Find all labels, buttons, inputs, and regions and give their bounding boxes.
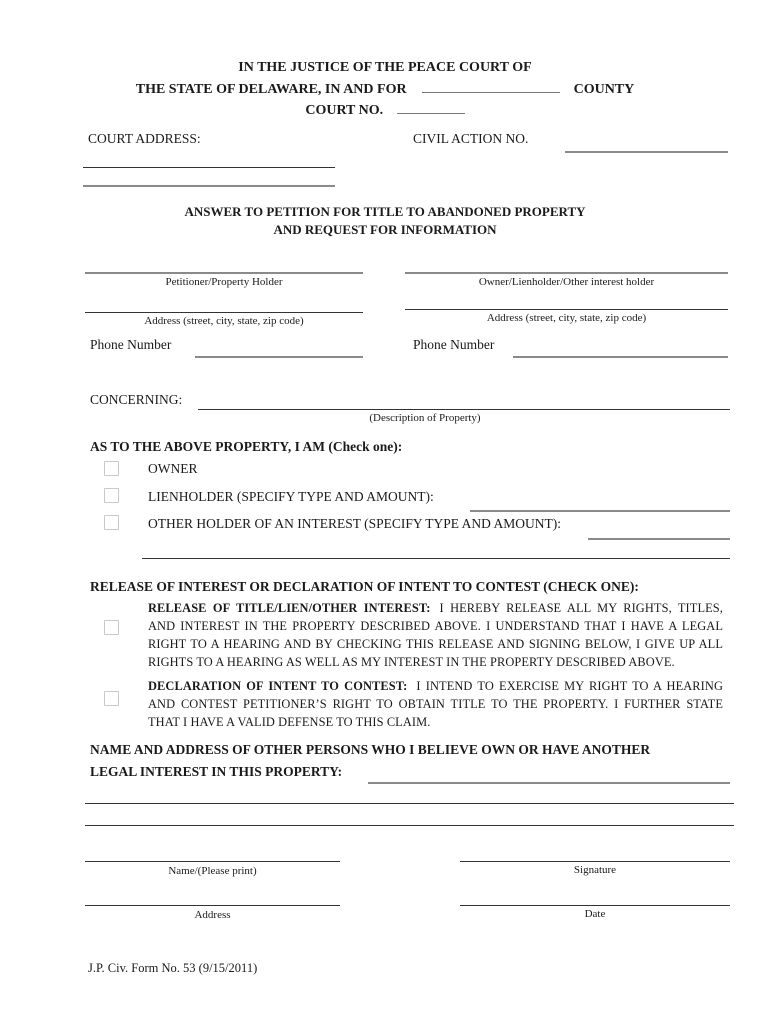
court-header-line1: IN THE JUSTICE OF THE PEACE COURT OF (238, 60, 532, 75)
concerning-label: CONCERNING: (90, 392, 183, 407)
court-header-line2-prefix: THE STATE OF DELAWARE, IN AND FOR (135, 81, 407, 97)
other-holder-checkbox[interactable] (104, 515, 119, 530)
contest-checkbox[interactable] (104, 691, 119, 706)
release-lead: RELEASE OF TITLE/LIEN/OTHER INTEREST: (148, 601, 431, 615)
election-heading: RELEASE OF INTEREST OR DECLARATION OF INTENT TO CONTEST (CHECK ONE): (90, 579, 639, 594)
petitioner-address-label: Address (street, city, state, zip code) (144, 315, 304, 327)
court-header (0, 57, 770, 122)
capacity-continuation-line[interactable] (142, 558, 730, 559)
petitioner-phone-label: Phone Number (90, 337, 172, 352)
lienholder-checkbox[interactable] (104, 488, 119, 503)
release-checkbox[interactable] (104, 620, 119, 635)
contest-lead: DECLARATION OF INTENT TO CONTEST: (148, 679, 408, 693)
capacity-heading: AS TO THE ABOVE PROPERTY, I AM (Check one): (90, 439, 403, 454)
court-header-line2-suffix: COUNTY (573, 81, 635, 97)
name-signature-line[interactable] (85, 861, 340, 862)
other-persons-field-line-2[interactable] (85, 803, 734, 804)
other-persons-field-line-1[interactable] (368, 782, 730, 784)
description-of-property-caption: (Description of Property) (369, 412, 481, 424)
release-body: I HEREBY RELEASE ALL MY RIGHTS, TITLES, AND INTEREST IN THE PROPERTY DESCRIBED ABOVE. I UNDERSTAND THAT I HAVE A LEGAL RIGHT TO A HEARING AND BY CHECKING THIS RELEASE AND SIGNING BELOW, I GIVE UP ALL RIGHTS TO A HEARING AS WELL AS MY INTEREST IN THE PROPERTY DESCRIBED ABOVE. (148, 601, 723, 669)
civil-action-label: CIVIL ACTION NO. (413, 131, 529, 146)
form-title-line1: ANSWER TO PETITION FOR TITLE TO ABANDONED PROPERTY (184, 204, 586, 219)
other-persons-heading-line1: NAME AND ADDRESS OF OTHER PERSONS WHO I BELIEVE OWN OR HAVE ANOTHER (90, 742, 651, 757)
civil-action-field-line[interactable] (565, 151, 728, 153)
form-title (0, 203, 770, 238)
court-address-line-2[interactable] (83, 185, 335, 187)
contest-paragraph (148, 678, 723, 732)
owner-phone-field-line[interactable] (513, 356, 728, 358)
court-address-line-1[interactable] (83, 167, 335, 168)
petitioner-address-line[interactable] (85, 312, 363, 313)
concerning-field-line[interactable] (198, 409, 730, 410)
other-holder-option-label: OTHER HOLDER OF AN INTEREST (SPECIFY TYPE AND AMOUNT): (148, 516, 562, 531)
signature-label: Signature (573, 864, 617, 876)
form-title-line2: AND REQUEST FOR INFORMATION (273, 221, 497, 237)
release-paragraph (148, 600, 723, 672)
signature-line[interactable] (460, 861, 730, 862)
address-line[interactable] (85, 905, 340, 906)
owner-name-label: Owner/Lienholder/Other interest holder (478, 276, 655, 288)
lienholder-amount-field-line[interactable] (470, 510, 730, 512)
owner-address-line[interactable] (405, 309, 728, 310)
other-holder-amount-field-line[interactable] (588, 538, 730, 540)
other-persons-heading-line2: LEGAL INTEREST IN THIS PROPERTY: (90, 764, 343, 779)
owner-address-label: Address (street, city, state, zip code) (486, 312, 647, 324)
date-line[interactable] (460, 905, 730, 906)
owner-phone-label: Phone Number (413, 337, 495, 352)
court-header-line2 (0, 79, 770, 101)
contest-body: I INTEND TO EXERCISE MY RIGHT TO A HEARING AND CONTEST PETITIONER’S RIGHT TO OBTAIN TITLE TO THE PROPERTY. I FURTHER STATE THAT I HAVE A VALID DEFENSE TO THIS CLAIM. (148, 679, 723, 729)
lienholder-option-label: LIENHOLDER (SPECIFY TYPE AND AMOUNT): (148, 489, 434, 504)
date-label: Date (584, 908, 606, 920)
county-blank-field[interactable] (422, 80, 560, 93)
petitioner-phone-field-line[interactable] (195, 356, 363, 358)
owner-name-field-line[interactable] (405, 272, 728, 274)
court-no-blank-field[interactable] (397, 101, 465, 114)
court-address-label: COURT ADDRESS: (88, 131, 201, 146)
petitioner-name-label: Petitioner/Property Holder (165, 276, 283, 288)
owner-checkbox[interactable] (104, 461, 119, 476)
petitioner-name-field-line[interactable] (85, 272, 363, 274)
owner-option-label: OWNER (148, 461, 198, 476)
court-header-line3 (0, 100, 770, 122)
name-print-label: Name/(Please print) (168, 865, 257, 877)
form-number-footer: J.P. Civ. Form No. 53 (9/15/2011) (88, 961, 258, 975)
address-label: Address (194, 909, 231, 921)
court-no-label: COURT NO. (305, 103, 384, 118)
other-persons-field-line-3[interactable] (85, 825, 734, 826)
